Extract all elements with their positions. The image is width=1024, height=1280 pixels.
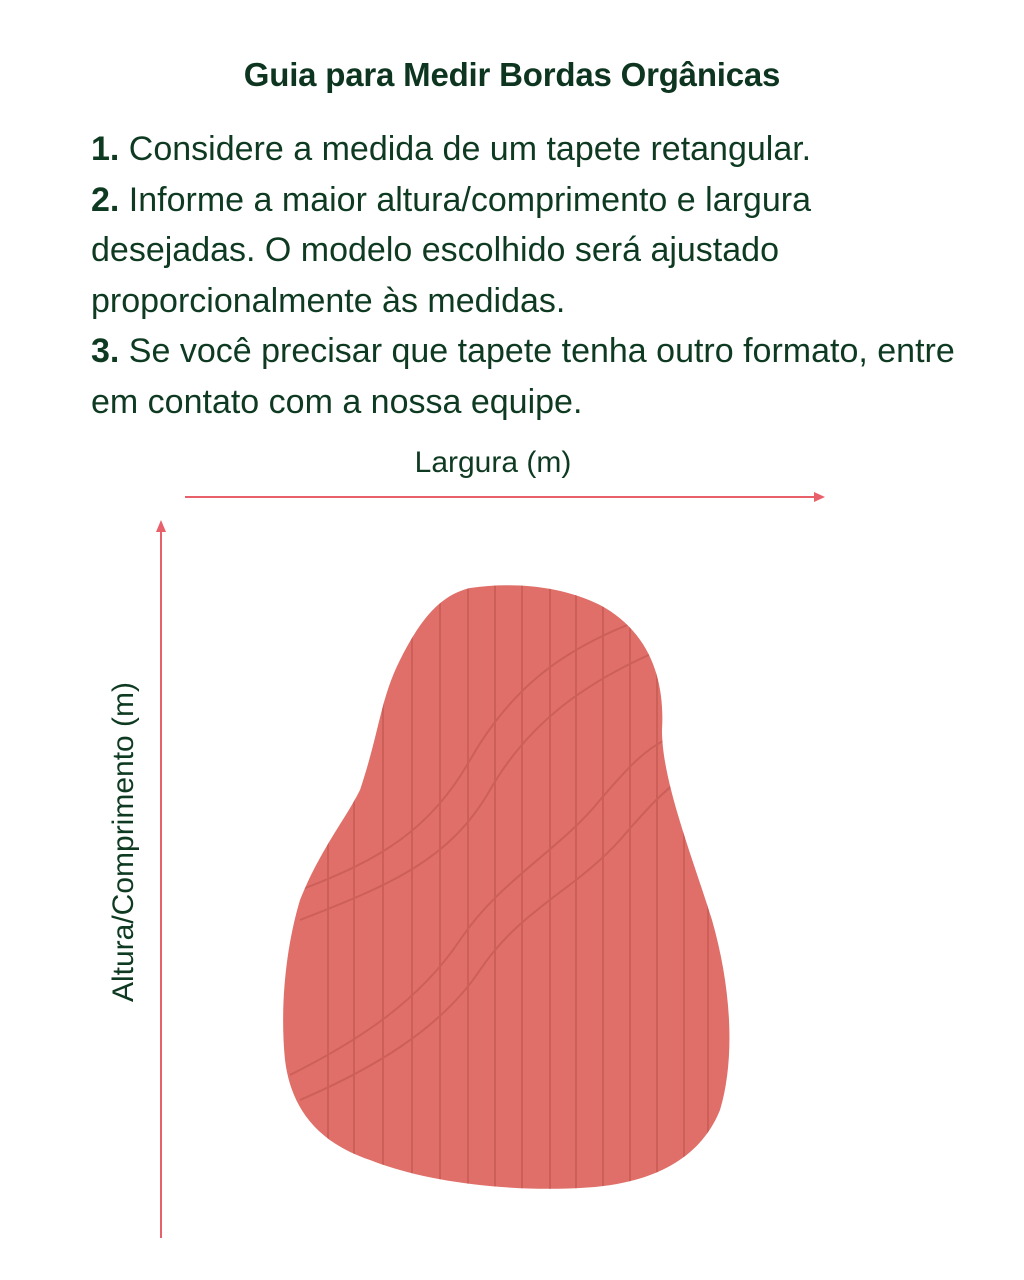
width-label: Largura (m) [414,446,572,479]
step-number: 2. [91,180,120,219]
width-arrow [185,492,825,502]
step-text: Considere a medida de um tapete retangular. [119,130,812,168]
step-text: Informe a maior altura/comprimento e largura desejadas. O modelo escolhido será ajustado proporcionalmente às medidas. [91,180,811,320]
step-text: Se você precisar que tapete tenha outro formato, entre em contato com a nossa equipe. [91,332,955,421]
height-arrow [156,520,166,1238]
height-label: Altura/Comprimento (m) [107,681,140,1003]
guide-title: Guia para Medir Bordas Orgânicas [243,56,781,93]
organic-rug-image [283,580,729,1200]
step-number: 1. [91,130,120,168]
step-number: 3. [91,332,120,370]
